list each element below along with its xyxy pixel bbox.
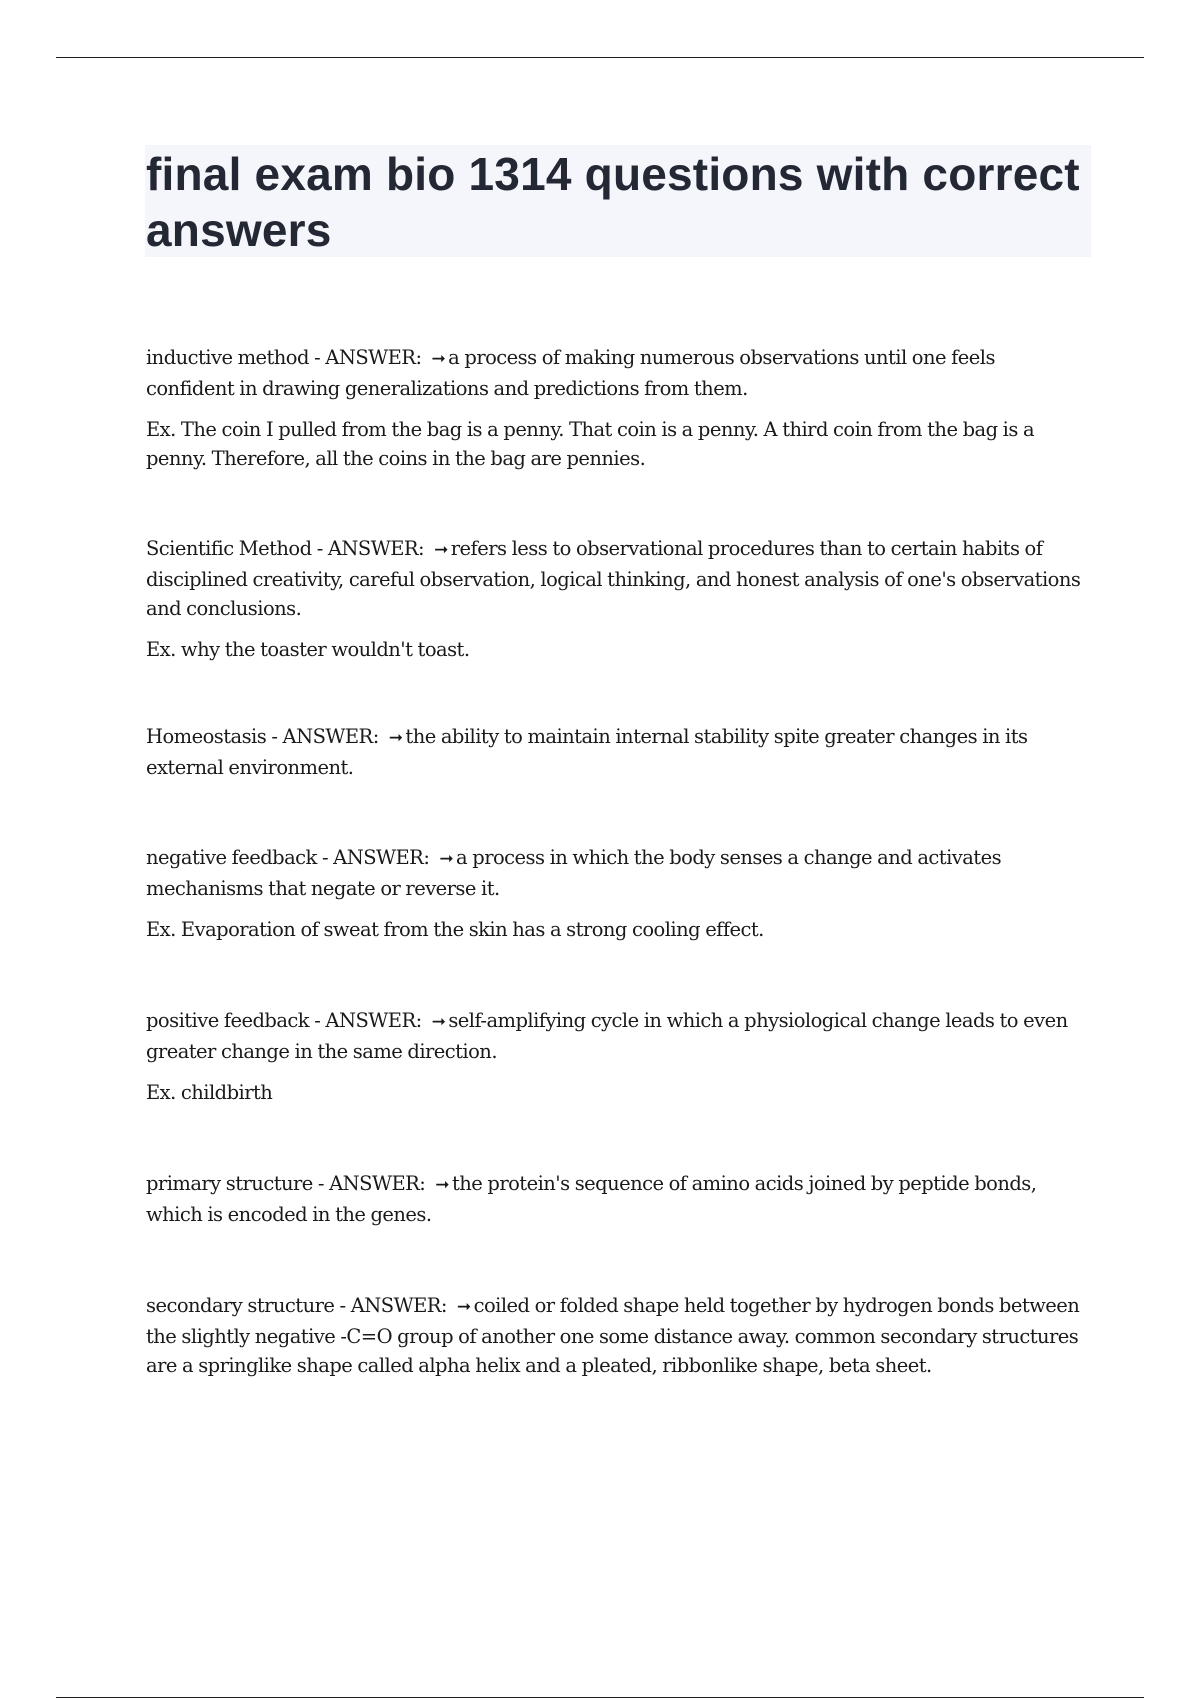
- arrow-icon: ➞: [431, 349, 446, 369]
- qa-term: secondary structure: [146, 1294, 335, 1317]
- arrow-icon: ➞: [434, 540, 448, 560]
- arrow-icon: ➞: [456, 1297, 471, 1317]
- answer-marker: - ANSWER:: [271, 725, 379, 748]
- answer-marker: - ANSWER:: [314, 346, 422, 369]
- arrow-icon: ➞: [435, 1175, 449, 1195]
- qa-term: positive feedback: [146, 1009, 310, 1032]
- qa-term: Homeostasis: [146, 725, 267, 748]
- qa-question: [146, 343, 1086, 403]
- qa-question: [146, 534, 1086, 623]
- arrow-icon: ➞: [439, 849, 454, 869]
- top-rule: [56, 57, 1144, 58]
- qa-question: [146, 1169, 1086, 1229]
- qa-answer: a process of making numerous observations until one feels confident in drawing generalizations and predictions from them.: [146, 346, 995, 400]
- qa-question: [146, 1291, 1086, 1380]
- qa-question: [146, 722, 1086, 782]
- qa-question: [146, 843, 1086, 903]
- qa-term: primary structure: [146, 1172, 313, 1195]
- page-title: final exam bio 1314 questions with correct answers: [146, 148, 1080, 256]
- qa-question: [146, 1006, 1086, 1066]
- arrow-icon: ➞: [388, 728, 403, 748]
- qa-term: negative feedback: [146, 846, 317, 869]
- qa-item-primary-structure: [146, 1169, 1086, 1229]
- qa-answer: refers less to observational procedures than to certain habits of disciplined creativity, careful observation, logical thinking, and honest analysis of one's observations and conclusions.: [146, 537, 1081, 620]
- answer-marker: - ANSWER:: [317, 1172, 426, 1195]
- qa-answer: a process in which the body senses a change and activates mechanisms that negate or reverse it.: [146, 846, 1002, 900]
- qa-example: Ex. Evaporation of sweat from the skin has a strong cooling effect.: [146, 918, 764, 941]
- qa-example: Ex. The coin I pulled from the bag is a penny. That coin is a penny. A third coin from the bag is a penny. Therefore, all the coins in the bag are pennies.: [146, 418, 1035, 470]
- bottom-rule: [56, 1697, 1144, 1698]
- qa-term: Scientific Method: [146, 537, 312, 560]
- qa-example: Ex. why the toaster wouldn't toast.: [146, 638, 470, 661]
- qa-item-secondary-structure: [146, 1291, 1086, 1380]
- qa-item-scientific-method: [146, 534, 1086, 664]
- answer-marker: - ANSWER:: [314, 1009, 422, 1032]
- qa-item-homeostasis: [146, 722, 1086, 782]
- arrow-icon: ➞: [431, 1012, 446, 1032]
- qa-list: [146, 343, 1086, 1380]
- answer-marker: - ANSWER:: [339, 1294, 447, 1317]
- qa-item-inductive-method: [146, 343, 1086, 473]
- qa-answer: self-amplifying cycle in which a physiological change leads to even greater change in the same direction.: [146, 1009, 1068, 1063]
- qa-term: inductive method: [146, 346, 309, 369]
- answer-marker: - ANSWER:: [316, 537, 425, 560]
- answer-marker: - ANSWER:: [321, 846, 430, 869]
- qa-item-negative-feedback: [146, 843, 1086, 944]
- qa-item-positive-feedback: [146, 1006, 1086, 1107]
- qa-answer: the ability to maintain internal stability spite greater changes in its external environment.: [146, 725, 1028, 779]
- qa-example: Ex. childbirth: [146, 1081, 273, 1104]
- qa-answer: the protein's sequence of amino acids joined by peptide bonds, which is encoded in the genes.: [146, 1172, 1037, 1226]
- qa-answer: coiled or folded shape held together by hydrogen bonds between the slightly negative -C=O group of another one some distance away. common secondary structures are a springlike shape called alpha helix and a pleated, ribbonlike shape, beta sheet.: [146, 1294, 1080, 1377]
